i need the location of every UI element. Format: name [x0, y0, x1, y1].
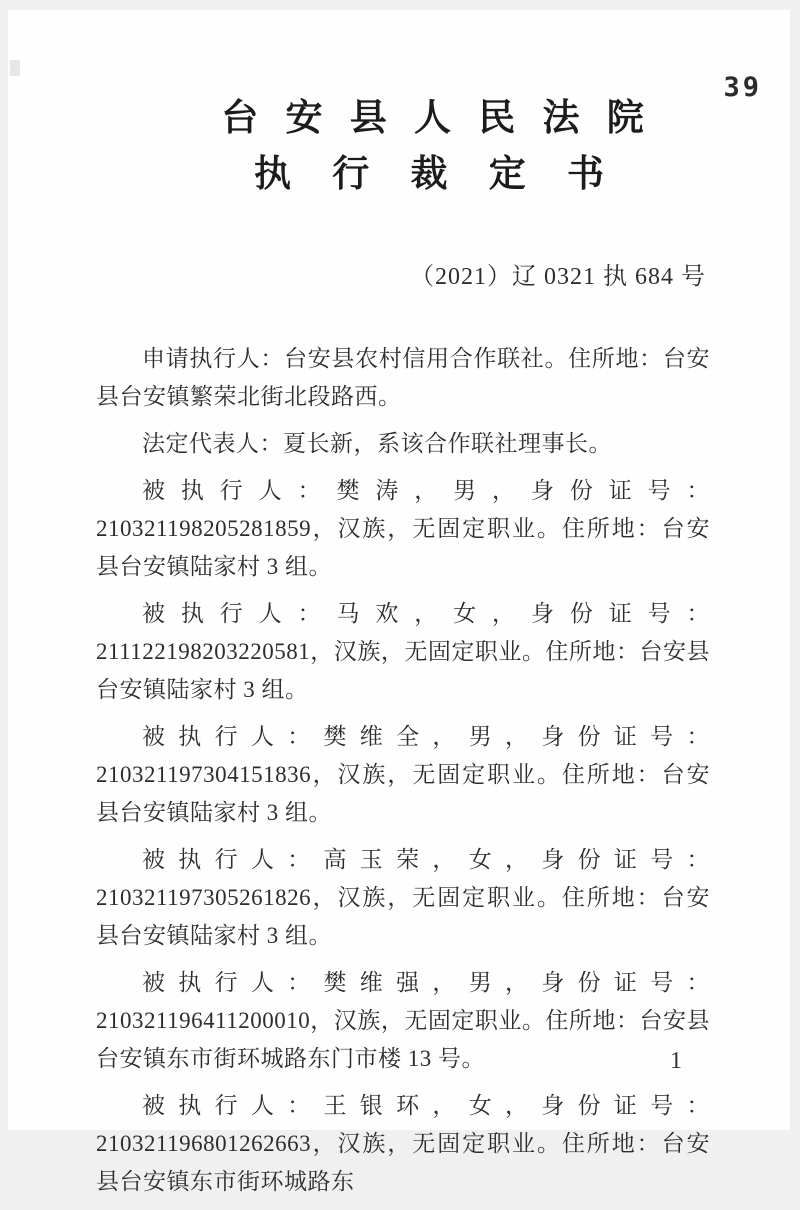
paragraph-respondent-6: 被执行人：王银环，女，身份证号：210321196801262663，汉族，无固定职业。住所地：台安县台安镇东市街环城路东 — [96, 1093, 710, 1194]
document-body — [96, 340, 710, 1210]
court-name-title: 台 安 县 人 民 法 院 — [221, 98, 653, 139]
paragraph-legal-representative: 法定代表人：夏长新，系该合作联社理事长。 — [142, 431, 612, 456]
page-number: 1 — [670, 1048, 682, 1074]
paragraph-respondent-4: 被执行人：高玉荣，女，身份证号：210321197305261826，汉族，无固定职业。住所地：台安县台安镇陆家村 3 组。 — [96, 847, 710, 948]
document-type-title: 执 行 裁 定 书 — [254, 154, 620, 195]
document-header — [46, 98, 800, 196]
case-number: （2021）辽 0321 执 684 号 — [410, 264, 706, 290]
paragraph-applicant: 申请执行人：台安县农村信用合作联社。住所地：台安县台安镇繁荣北街北段路西。 — [96, 346, 710, 409]
paragraph-respondent-3: 被执行人：樊维全，男，身份证号：210321197304151836，汉族，无固定职业。住所地：台安县台安镇陆家村 3 组。 — [96, 724, 710, 825]
paragraph-respondent-5: 被执行人：樊维强，男，身份证号：210321196411200010，汉族，无固定职业。住所地：台安县台安镇东市街环城路东门市楼 13 号。 — [96, 970, 710, 1071]
scan-artifact — [10, 60, 20, 76]
corner-page-stamp: 39 — [723, 72, 762, 103]
paragraph-respondent-1: 被执行人：樊涛，男，身份证号：210321198205281859，汉族，无固定职业。住所地：台安县台安镇陆家村 3 组。 — [96, 478, 710, 579]
paragraph-respondent-2: 被执行人：马欢，女，身份证号：211122198203220581，汉族，无固定职业。住所地：台安县台安镇陆家村 3 组。 — [96, 601, 710, 702]
document-page — [8, 10, 790, 1194]
